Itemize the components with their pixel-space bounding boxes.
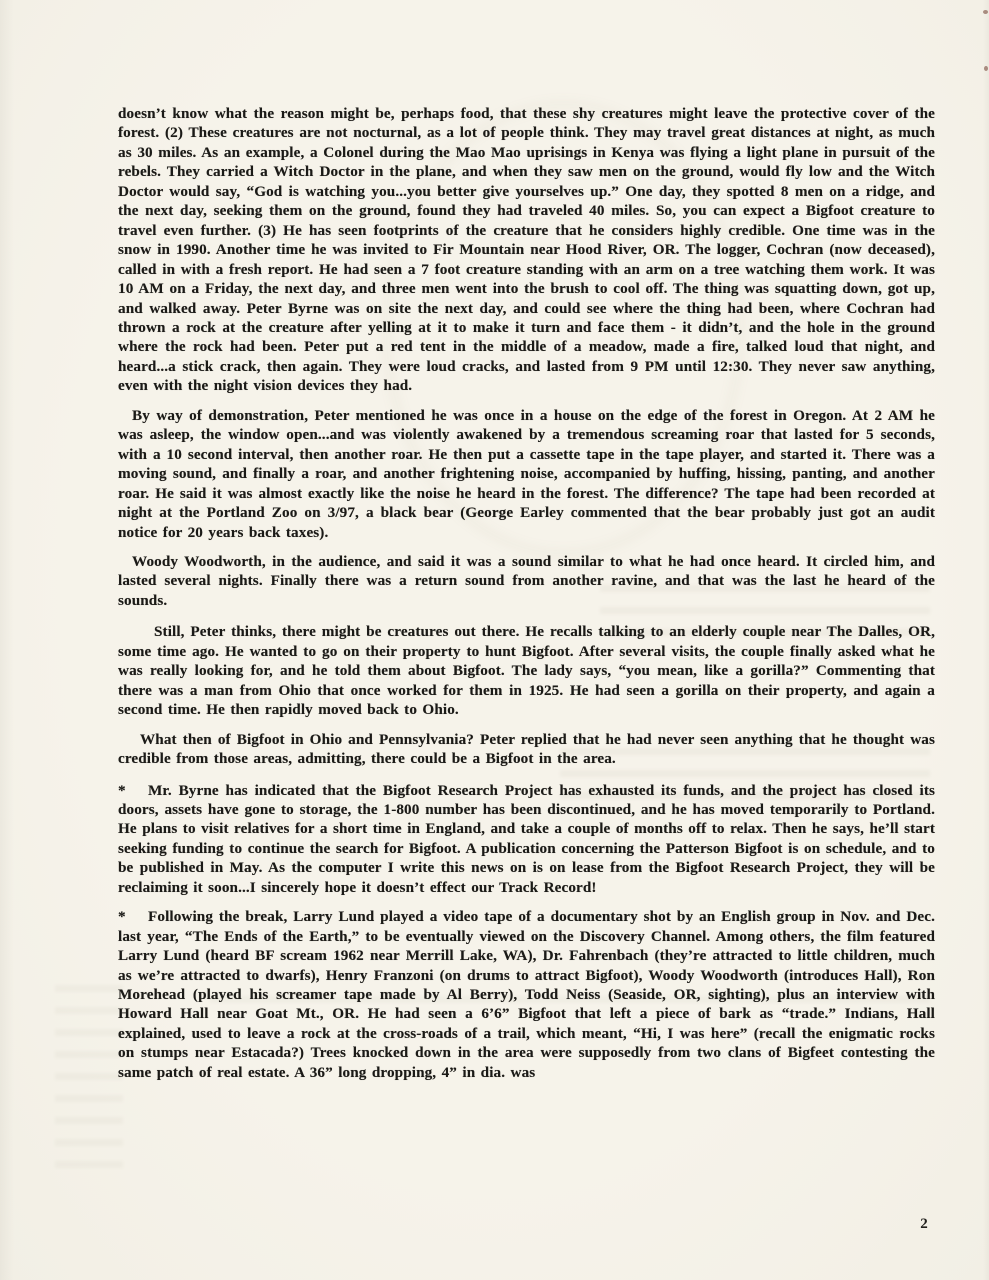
paragraph: Still, Peter thinks, there might be creatures out there. He recalls talking to an elderly couple near The Dalles, OR, some time ago. He wanted to go on their property to hunt Bigfoot. After several visits, the couple finally asked what he was really looking for, and he told them about Bigfoot. The lady says, “you mean, like a gorilla?” Commenting that there was a man from Ohio that once worked for them in 1925. He had seen a gorilla on their property, and again a second time. He then rapidly moved back to Ohio. [118, 623, 935, 719]
paragraph: doesn’t know what the reason might be, perhaps food, that these shy creatures might leave the protective cover of the forest. (2) These creatures are not nocturnal, as a lot of people think. They may travel great distances at night, as much as 30 miles. As an example, a Colonel during the Mao Mao uprisings in Kenya was flying a light plane in pursuit of the rebels. They carried a Witch Doctor in the plane, and when they saw men on the ground, would fly low and the Witch Doctor would say, “God is watching you...you better give yourselves up.” One day, they spotted 8 men on a ridge, and the next day, seeking them on the ground, found they had traveled 40 miles. So, you can expect a Bigfoot creature to travel even further. (3) He has seen footprints of the creature that he considers highly credible. One time was in the snow in 1990. Another time he was invited to Fir Mountain near Hood River, OR. The logger, Cochran (now deceased), called in with a fresh report. He had seen a 7 foot creature standing with an arm on a tree watching them work. It was 10 AM on a Friday, the next day, and three men went into the brush to cool off. The thing was squatting down, got up, and walked away. Peter Byrne was on site the next day, and could see where the thing had been, where Cochran had thrown a rock at the creature after yelling at it to make it turn and face them - it didn’t, and the hole in the ground where the rock had been. Peter put a red tent in the middle of a meadow, made a fire, talked loud that night, and heard...a stick crack, then again. They were loud cracks, and lasted from 9 PM until 12:30. They never saw anything, even with the night vision devices they had. [118, 105, 935, 395]
page-number: 2 [920, 1216, 928, 1232]
paragraph: Woody Woodworth, in the audience, and said it was a sound similar to what he had once heard. It circled him, and lasted several nights. Finally there was a return sound from another ravine, and that was the last he heard of the sounds. [118, 552, 935, 609]
scan-speck [983, 10, 988, 14]
paragraph: What then of Bigfoot in Ohio and Pennsylvania? Peter replied that he had never seen anything that he thought was credible from those areas, admitting, there could be a Bigfoot in the area. [118, 730, 935, 768]
asterisk-marker: * [118, 908, 126, 926]
paragraph: By way of demonstration, Peter mentioned he was once in a house on the edge of the forest in Oregon. At 2 AM he was asleep, the window open...and was violently awakened by a tremendous screaming roar that lasted for 5 seconds, with a 10 second interval, then another roar. He then put a cassette tape in the tape player, and started it. There was a moving sound, and finally a roar, and another frightening noise, accompanied by huffing, hissing, panting, and another roar. He said it was almost exactly like the noise he heard in the forest. The difference? The tape had been recorded at night at the Portland Zoo on 3/97, a black bear (George Earley commented that the bear probably just got an audit notice for 20 years back taxes). [118, 406, 935, 541]
scan-speck [984, 66, 988, 71]
paragraph-text: Mr. Byrne has indicated that the Bigfoot Research Project has exhausted its funds, and the project has closed its doors, assets have gone to storage, the 1-800 number has been discontinued, and he has moved temporarily to Portland. He plans to visit relatives for a short time in England, and take a couple of months off to relax. Then he says, he’ll start seeking funding to continue the search for Bigfoot. A publication concerning the Patterson Bigfoot is on schedule, and to be published in May. As the computer I write this news on is on lease from the Bigfoot Research Project, they will be reclaiming it soon...I sincerely hope it doesn’t effect our Track Record! [118, 781, 935, 896]
bleedthrough-smudge [55, 985, 123, 1175]
asterisk-marker: * [118, 781, 126, 799]
paragraph-asterisk [118, 907, 935, 1082]
paragraph-asterisk [118, 781, 935, 898]
body-text [118, 104, 935, 1092]
paragraph-text: Following the break, Larry Lund played a video tape of a documentary shot by an English group in Nov. and Dec. last year, “The Ends of the Earth,” to be eventually viewed on the Discovery Channel. Among others, the film featured Larry Lund (heard BF scream 1962 near Merrill Lake, WA), Dr. Fahrenbach (they’re attracted to little children, much as we’re attracted to dwarfs), Henry Franzoni (on drums to attract Bigfoot), Woody Woodworth (introduces Hall), Ron Morehead (played his screamer tape made by Al Berry), Todd Neiss (Seaside, OR, sighting), plus an interview with Howard Hall near Goat Mt., OR. He had seen a 6’6” Bigfoot that left a piece of bark as “trade.” Indians, Hall explained, used to leave a rock at the cross-roads of a trail, which meant, “Hi, I was here” (recall the enigmatic rocks on stumps near Estacada?) Trees knocked down in the area were supposedly from two clans of Bigfeet contesting the same patch of real estate. A 36” long dropping, 4” in dia. was [118, 908, 935, 1081]
